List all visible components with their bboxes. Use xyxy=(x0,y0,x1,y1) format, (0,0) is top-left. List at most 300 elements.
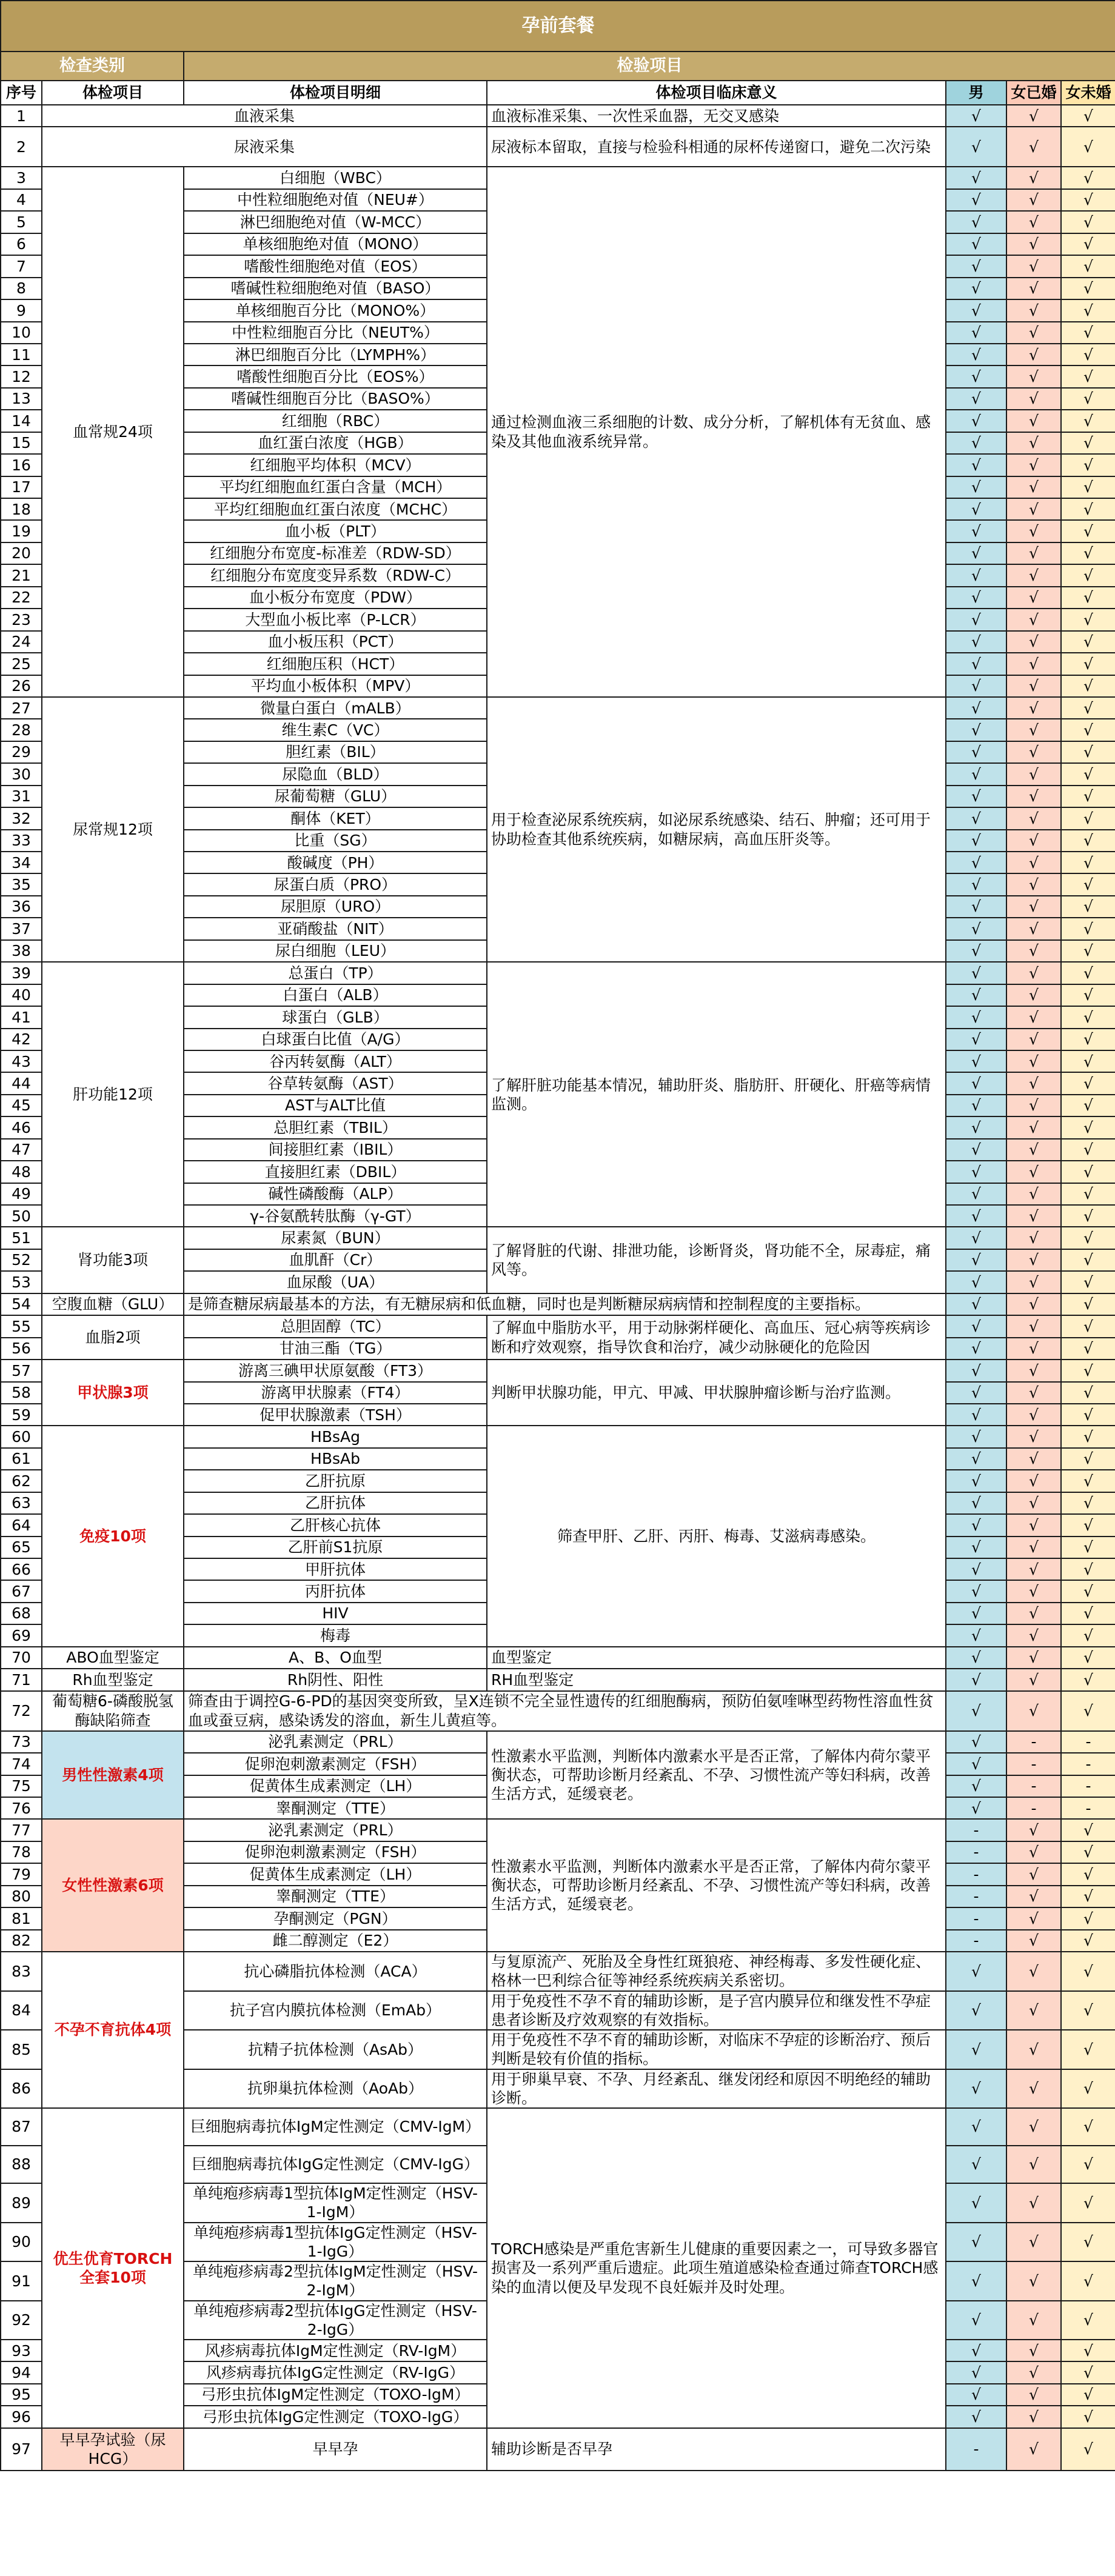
male-mark: √ xyxy=(946,476,1006,498)
female-unmarried-mark: √ xyxy=(1061,873,1115,895)
female-married-mark: √ xyxy=(1006,786,1061,807)
female-unmarried-mark: √ xyxy=(1061,1426,1115,1447)
male-mark: √ xyxy=(946,631,1006,653)
female-married-mark: √ xyxy=(1006,211,1061,233)
male-mark: √ xyxy=(946,1161,1006,1183)
female-married-mark: √ xyxy=(1006,255,1061,277)
item-detail: 中性粒细胞百分比（NEUT%） xyxy=(184,322,487,344)
row-number: 37 xyxy=(1,918,42,939)
row-number: 11 xyxy=(1,344,42,365)
row-number: 27 xyxy=(1,697,42,719)
female-unmarried-mark: √ xyxy=(1061,1249,1115,1271)
row-number: 42 xyxy=(1,1029,42,1050)
row-number: 2 xyxy=(1,127,42,167)
male-mark: √ xyxy=(946,1426,1006,1447)
female-married-mark: √ xyxy=(1006,1205,1061,1227)
item-detail: 血小板（PLT） xyxy=(184,520,487,542)
item-detail: 促卵泡刺激素测定（FSH） xyxy=(184,1753,487,1775)
female-married-mark: √ xyxy=(1006,1647,1061,1669)
female-unmarried-mark: √ xyxy=(1061,1603,1115,1624)
female-unmarried-mark: √ xyxy=(1061,1558,1115,1580)
female-married-mark: √ xyxy=(1006,1863,1061,1885)
row-number: 13 xyxy=(1,388,42,410)
row-number: 81 xyxy=(1,1907,42,1929)
female-married-mark: √ xyxy=(1006,1249,1061,1271)
col-header-item: 体检项目 xyxy=(42,81,184,105)
item-detail: 单纯疱疹病毒2型抗体IgG定性测定（HSV-2-IgG） xyxy=(184,2301,487,2340)
female-unmarried-mark: √ xyxy=(1061,2384,1115,2406)
category-name: 肾功能3项 xyxy=(42,1227,184,1293)
female-married-mark: √ xyxy=(1006,1952,1061,1991)
item-detail: 球蛋白（GLB） xyxy=(184,1006,487,1028)
item-detail: 甲肝抗体 xyxy=(184,1558,487,1580)
table-row xyxy=(1,167,1115,189)
row-number: 22 xyxy=(1,587,42,609)
male-mark: √ xyxy=(946,388,1006,410)
item-detail: 酮体（KET） xyxy=(184,807,487,829)
female-unmarried-mark: √ xyxy=(1061,1886,1115,1907)
item-detail: 淋巴细胞百分比（LYMPH%） xyxy=(184,344,487,365)
female-married-mark: √ xyxy=(1006,2146,1061,2183)
female-unmarried-mark: √ xyxy=(1061,167,1115,189)
male-mark: √ xyxy=(946,984,1006,1006)
clinical-meaning: 血液标准采集、一次性采血器，无交叉感染 xyxy=(487,105,946,127)
row-number: 78 xyxy=(1,1841,42,1863)
table-row xyxy=(1,127,1115,167)
male-mark: √ xyxy=(946,697,1006,719)
item-detail: 风疹病毒抗体IgM定性测定（RV-IgM） xyxy=(184,2340,487,2361)
female-unmarried-mark: √ xyxy=(1061,2261,1115,2301)
female-married-mark: √ xyxy=(1006,1161,1061,1183)
female-unmarried-mark: √ xyxy=(1061,2428,1115,2471)
category-name: 血常规24项 xyxy=(42,167,184,697)
row-number: 53 xyxy=(1,1271,42,1293)
item-detail: 单纯疱疹病毒2型抗体IgM定性测定（HSV-2-IgM） xyxy=(184,2261,487,2301)
row-number: 96 xyxy=(1,2406,42,2428)
female-married-mark: √ xyxy=(1006,2406,1061,2428)
row-number: 41 xyxy=(1,1006,42,1028)
row-number: 97 xyxy=(1,2428,42,2471)
female-married-mark: √ xyxy=(1006,830,1061,852)
female-unmarried-mark: √ xyxy=(1061,299,1115,321)
male-mark: √ xyxy=(946,2069,1006,2109)
male-mark: √ xyxy=(946,1797,1006,1819)
row-number: 35 xyxy=(1,873,42,895)
male-mark: √ xyxy=(946,233,1006,255)
male-mark: √ xyxy=(946,1580,1006,1602)
female-unmarried-mark: √ xyxy=(1061,786,1115,807)
female-unmarried-mark: √ xyxy=(1061,520,1115,542)
female-married-mark: √ xyxy=(1006,1603,1061,1624)
item-detail: 碱性磷酸酶（ALP） xyxy=(184,1183,487,1205)
item-detail: 比重（SG） xyxy=(184,830,487,852)
item-detail: 中性粒细胞绝对值（NEU#） xyxy=(184,189,487,211)
item-detail: 尿隐血（BLD） xyxy=(184,763,487,785)
male-mark: √ xyxy=(946,1537,1006,1558)
row-number: 71 xyxy=(1,1669,42,1690)
clinical-meaning: 用于检查泌尿系统疾病，如泌尿系统感染、结石、肿瘤；还可用于协助检查其他系统疾病，如糖尿病，高血压肝炎等。 xyxy=(487,697,946,962)
item-detail: HBsAb xyxy=(184,1448,487,1470)
male-mark: √ xyxy=(946,278,1006,299)
female-married-mark: √ xyxy=(1006,1991,1061,2030)
row-number: 86 xyxy=(1,2069,42,2109)
male-mark: √ xyxy=(946,2301,1006,2340)
item-detail: 血小板分布宽度（PDW） xyxy=(184,587,487,609)
male-mark: √ xyxy=(946,873,1006,895)
female-married-mark: √ xyxy=(1006,2183,1061,2223)
item-detail: 嗜酸性细胞绝对值（EOS） xyxy=(184,255,487,277)
female-unmarried-mark: √ xyxy=(1061,587,1115,609)
female-married-mark: √ xyxy=(1006,564,1061,586)
female-married-mark: √ xyxy=(1006,940,1061,962)
male-mark: √ xyxy=(946,1603,1006,1624)
female-unmarried-mark: √ xyxy=(1061,2030,1115,2069)
item-detail: 尿素氮（BUN） xyxy=(184,1227,487,1249)
female-married-mark: √ xyxy=(1006,1492,1061,1514)
female-unmarried-mark: - xyxy=(1061,1731,1115,1753)
male-mark: √ xyxy=(946,763,1006,785)
item-detail: 亚硝酸盐（NIT） xyxy=(184,918,487,939)
item-detail: 乙肝核心抗体 xyxy=(184,1514,487,1536)
female-married-mark: √ xyxy=(1006,2301,1061,2340)
female-married-mark: √ xyxy=(1006,127,1061,167)
male-mark: √ xyxy=(946,2223,1006,2262)
category-name: 肝功能12项 xyxy=(42,962,184,1227)
female-unmarried-mark: √ xyxy=(1061,1271,1115,1293)
male-mark: √ xyxy=(946,1271,1006,1293)
row-number: 46 xyxy=(1,1116,42,1138)
item-detail: 睾酮测定（TTE） xyxy=(184,1797,487,1819)
item-detail: 促卵泡刺激素测定（FSH） xyxy=(184,1841,487,1863)
male-mark: √ xyxy=(946,454,1006,476)
row-number: 89 xyxy=(1,2183,42,2223)
female-married-mark: √ xyxy=(1006,520,1061,542)
female-unmarried-mark: √ xyxy=(1061,2223,1115,2262)
item-detail: 血红蛋白浓度（HGB） xyxy=(184,432,487,454)
row-number: 8 xyxy=(1,278,42,299)
item-detail: 总蛋白（TP） xyxy=(184,962,487,984)
female-married-mark: √ xyxy=(1006,1382,1061,1404)
male-mark: √ xyxy=(946,2406,1006,2428)
item-detail: 单核细胞绝对值（MONO） xyxy=(184,233,487,255)
table-row xyxy=(1,1293,1115,1315)
item-detail: 丙肝抗体 xyxy=(184,1580,487,1602)
item-detail: 促甲状腺激素（TSH） xyxy=(184,1404,487,1426)
item-detail: 嗜碱性粒细胞绝对值（BASO） xyxy=(184,278,487,299)
male-mark: √ xyxy=(946,1338,1006,1360)
row-number: 69 xyxy=(1,1624,42,1646)
item-detail: Rh阴性、阳性 xyxy=(184,1669,487,1690)
male-mark: - xyxy=(946,1886,1006,1907)
female-unmarried-mark: √ xyxy=(1061,830,1115,852)
item-detail: 嗜碱性细胞百分比（BASO%） xyxy=(184,388,487,410)
female-unmarried-mark: √ xyxy=(1061,1293,1115,1315)
female-unmarried-mark: √ xyxy=(1061,127,1115,167)
male-mark: √ xyxy=(946,1669,1006,1690)
female-unmarried-mark: √ xyxy=(1061,454,1115,476)
item-detail: 雌二醇测定（E2） xyxy=(184,1930,487,1952)
item-detail: HIV xyxy=(184,1603,487,1624)
female-married-mark: √ xyxy=(1006,1514,1061,1536)
female-unmarried-mark: √ xyxy=(1061,1029,1115,1050)
male-mark: √ xyxy=(946,1952,1006,1991)
female-unmarried-mark: √ xyxy=(1061,2301,1115,2340)
male-mark: √ xyxy=(946,1050,1006,1072)
row-number: 61 xyxy=(1,1448,42,1470)
item-detail: 弓形虫抗体IgM定性测定（TOXO-IgM） xyxy=(184,2384,487,2406)
female-unmarried-mark: √ xyxy=(1061,807,1115,829)
row-number: 45 xyxy=(1,1095,42,1116)
clinical-meaning: 用于卵巢早衰、不孕、月经紊乱、继发闭经和原因不明绝经的辅助诊断。 xyxy=(487,2069,946,2109)
female-unmarried-mark: √ xyxy=(1061,1315,1115,1337)
col-header-detail: 体检项目明细 xyxy=(184,81,487,105)
female-unmarried-mark: √ xyxy=(1061,322,1115,344)
row-number: 10 xyxy=(1,322,42,344)
clinical-meaning: TORCH感染是严重危害新生儿健康的重要因素之一，可导致多器官损害及一系列严重后遗症。此项生殖道感染检查通过筛查TORCH感染的血清以便及早发现不良妊娠并及时处理。 xyxy=(487,2108,946,2428)
item-detail: 梅毒 xyxy=(184,1624,487,1646)
clinical-meaning: 了解血中脂肪水平，用于动脉粥样硬化、高血压、冠心病等疾病诊断和疗效观察，指导饮食和治疗，减少动脉硬化的危险因 xyxy=(487,1315,946,1360)
item-detail: 尿蛋白质（PRO） xyxy=(184,873,487,895)
female-married-mark: √ xyxy=(1006,365,1061,387)
clinical-meaning: RH血型鉴定 xyxy=(487,1669,946,1690)
clinical-meaning: 与复原流产、死胎及全身性红斑狼疮、神经梅毒、多发性硬化症、格林一巴利综合征等神经系统疾病关系密切。 xyxy=(487,1952,946,1991)
clinical-meaning: 血型鉴定 xyxy=(487,1647,946,1669)
item-detail: 尿白细胞（LEU） xyxy=(184,940,487,962)
item-detail: 甘油三酯（TG） xyxy=(184,1338,487,1360)
female-married-mark: √ xyxy=(1006,2261,1061,2301)
row-number: 25 xyxy=(1,653,42,675)
female-unmarried-mark: √ xyxy=(1061,1227,1115,1249)
item-detail: 大型血小板比率（P-LCR） xyxy=(184,609,487,630)
male-mark: √ xyxy=(946,1492,1006,1514)
male-mark: √ xyxy=(946,1514,1006,1536)
female-unmarried-mark: √ xyxy=(1061,1991,1115,2030)
table-row xyxy=(1,105,1115,127)
item-detail: 游离甲状腺素（FT4） xyxy=(184,1382,487,1404)
row-number: 64 xyxy=(1,1514,42,1536)
clinical-meaning: 判断甲状腺功能，甲亢、甲减、甲状腺肿瘤诊断与治疗监测。 xyxy=(487,1360,946,1426)
row-number: 95 xyxy=(1,2384,42,2406)
item-detail: 红细胞（RBC） xyxy=(184,410,487,432)
female-unmarried-mark: √ xyxy=(1061,940,1115,962)
female-unmarried-mark: √ xyxy=(1061,1907,1115,1929)
male-mark: √ xyxy=(946,1470,1006,1492)
female-married-mark: √ xyxy=(1006,1227,1061,1249)
table-row xyxy=(1,1315,1115,1337)
subheader-category: 检查类别 xyxy=(1,52,184,81)
item-detail: AST与ALT比值 xyxy=(184,1095,487,1116)
female-married-mark: √ xyxy=(1006,741,1061,763)
female-married-mark: √ xyxy=(1006,763,1061,785)
table-row xyxy=(1,1647,1115,1669)
female-married-mark: √ xyxy=(1006,410,1061,432)
female-unmarried-mark: √ xyxy=(1061,984,1115,1006)
item-detail: 白球蛋白比值（A/G） xyxy=(184,1029,487,1050)
female-married-mark: √ xyxy=(1006,852,1061,873)
row-number: 20 xyxy=(1,542,42,564)
female-unmarried-mark: √ xyxy=(1061,1863,1115,1885)
male-mark: √ xyxy=(946,609,1006,630)
female-unmarried-mark: √ xyxy=(1061,1338,1115,1360)
row-number: 56 xyxy=(1,1338,42,1360)
category-name: 早早孕试验（尿HCG） xyxy=(42,2428,184,2471)
female-married-mark: √ xyxy=(1006,1050,1061,1072)
male-mark: √ xyxy=(946,1647,1006,1669)
female-married-mark: √ xyxy=(1006,1558,1061,1580)
female-married-mark: √ xyxy=(1006,984,1061,1006)
female-unmarried-mark: √ xyxy=(1061,631,1115,653)
category-name: ABO血型鉴定 xyxy=(42,1647,184,1669)
item-detail: 单纯疱疹病毒1型抗体IgG定性测定（HSV-1-IgG） xyxy=(184,2223,487,2262)
male-mark: √ xyxy=(946,587,1006,609)
male-mark: √ xyxy=(946,940,1006,962)
male-mark: √ xyxy=(946,1139,1006,1161)
female-married-mark: √ xyxy=(1006,631,1061,653)
female-unmarried-mark: √ xyxy=(1061,564,1115,586)
item-detail: 巨细胞病毒抗体IgG定性测定（CMV-IgG） xyxy=(184,2146,487,2183)
item-detail: 游离三碘甲状原氨酸（FT3） xyxy=(184,1360,487,1381)
male-mark: √ xyxy=(946,719,1006,741)
category-name: 葡萄糖6-磷酸脱氢酶缺陷筛查 xyxy=(42,1691,184,1731)
row-number: 62 xyxy=(1,1470,42,1492)
item-detail: 直接胆红素（DBIL） xyxy=(184,1161,487,1183)
item-detail: 平均红细胞血红蛋白含量（MCH） xyxy=(184,476,487,498)
female-married-mark: √ xyxy=(1006,1886,1061,1907)
col-header-male: 男 xyxy=(946,81,1006,105)
female-unmarried-mark: √ xyxy=(1061,1537,1115,1558)
female-unmarried-mark: √ xyxy=(1061,2183,1115,2223)
male-mark: √ xyxy=(946,786,1006,807)
female-married-mark: √ xyxy=(1006,587,1061,609)
male-mark: √ xyxy=(946,432,1006,454)
category-name: 优生优育TORCH全套10项 xyxy=(42,2108,184,2428)
female-unmarried-mark: √ xyxy=(1061,1647,1115,1669)
row-number: 77 xyxy=(1,1819,42,1841)
row-number: 9 xyxy=(1,299,42,321)
category-name: 空腹血糖（GLU） xyxy=(42,1293,184,1315)
male-mark: √ xyxy=(946,344,1006,365)
table-row xyxy=(1,1731,1115,1753)
row-number: 79 xyxy=(1,1863,42,1885)
female-unmarried-mark: √ xyxy=(1061,2146,1115,2183)
row-number: 21 xyxy=(1,564,42,586)
female-unmarried-mark: √ xyxy=(1061,1161,1115,1183)
female-unmarried-mark: √ xyxy=(1061,1139,1115,1161)
female-married-mark: √ xyxy=(1006,675,1061,697)
row-number: 82 xyxy=(1,1930,42,1952)
female-married-mark: √ xyxy=(1006,1669,1061,1690)
subheader-items: 检验项目 xyxy=(184,52,1115,81)
row-number: 47 xyxy=(1,1139,42,1161)
female-unmarried-mark: √ xyxy=(1061,1669,1115,1690)
row-number: 14 xyxy=(1,410,42,432)
male-mark: √ xyxy=(946,852,1006,873)
row-number: 55 xyxy=(1,1315,42,1337)
female-unmarried-mark: √ xyxy=(1061,1952,1115,1991)
male-mark: √ xyxy=(946,1095,1006,1116)
clinical-meaning: 尿液标本留取，直接与检验科相通的尿杯传递窗口，避免二次污染 xyxy=(487,127,946,167)
row-number: 54 xyxy=(1,1293,42,1315)
male-mark: √ xyxy=(946,2183,1006,2223)
male-mark: √ xyxy=(946,741,1006,763)
female-married-mark: √ xyxy=(1006,1448,1061,1470)
female-married-mark: √ xyxy=(1006,1271,1061,1293)
female-married-mark: √ xyxy=(1006,2384,1061,2406)
table-row xyxy=(1,1227,1115,1249)
female-married-mark: √ xyxy=(1006,1116,1061,1138)
female-married-mark: √ xyxy=(1006,2361,1061,2383)
item-detail: 嗜酸性细胞百分比（EOS%） xyxy=(184,365,487,387)
female-unmarried-mark: √ xyxy=(1061,189,1115,211)
row-number: 44 xyxy=(1,1072,42,1094)
female-unmarried-mark: √ xyxy=(1061,1514,1115,1536)
female-unmarried-mark: √ xyxy=(1061,1580,1115,1602)
category-name: 免疫10项 xyxy=(42,1426,184,1646)
male-mark: - xyxy=(946,1819,1006,1841)
male-mark: √ xyxy=(946,2030,1006,2069)
item-detail: 血肌酐（Cr） xyxy=(184,1249,487,1271)
male-mark: √ xyxy=(946,520,1006,542)
male-mark: - xyxy=(946,1863,1006,1885)
female-married-mark: √ xyxy=(1006,189,1061,211)
female-married-mark: - xyxy=(1006,1753,1061,1775)
female-unmarried-mark: - xyxy=(1061,1797,1115,1819)
female-married-mark: √ xyxy=(1006,1426,1061,1447)
female-unmarried-mark: √ xyxy=(1061,763,1115,785)
row-number: 34 xyxy=(1,852,42,873)
col-header-no: 序号 xyxy=(1,81,42,105)
row-number: 15 xyxy=(1,432,42,454)
female-married-mark: √ xyxy=(1006,1095,1061,1116)
item-detail: 白蛋白（ALB） xyxy=(184,984,487,1006)
row-number: 94 xyxy=(1,2361,42,2383)
female-unmarried-mark: √ xyxy=(1061,278,1115,299)
category-name: 血脂2项 xyxy=(42,1315,184,1360)
item-detail: 间接胆红素（IBIL） xyxy=(184,1139,487,1161)
male-mark: √ xyxy=(946,1448,1006,1470)
male-mark: √ xyxy=(946,2261,1006,2301)
female-unmarried-mark: √ xyxy=(1061,365,1115,387)
item-detail: 维生素C（VC） xyxy=(184,719,487,741)
male-mark: √ xyxy=(946,322,1006,344)
row-number: 65 xyxy=(1,1537,42,1558)
female-unmarried-mark: √ xyxy=(1061,432,1115,454)
row-number: 30 xyxy=(1,763,42,785)
item-detail: 血尿酸（UA） xyxy=(184,1271,487,1293)
female-unmarried-mark: √ xyxy=(1061,1183,1115,1205)
female-unmarried-mark: √ xyxy=(1061,2361,1115,2383)
row-number: 48 xyxy=(1,1161,42,1183)
item-detail: 尿葡萄糖（GLU） xyxy=(184,786,487,807)
item-detail: 孕酮测定（PGN） xyxy=(184,1907,487,1929)
female-married-mark: √ xyxy=(1006,388,1061,410)
clinical-meaning: 筛查由于调控G-6-PD的基因突变所致，呈X连锁不完全显性遗传的红细胞酶病，预防伯氨喹啉型药物性溶血性贫血或蚕豆病，感染诱发的溶血，新生儿黄疸等。 xyxy=(184,1691,946,1731)
item-detail: A、B、O血型 xyxy=(184,1647,487,1669)
female-unmarried-mark: √ xyxy=(1061,344,1115,365)
female-unmarried-mark: √ xyxy=(1061,1006,1115,1028)
female-married-mark: √ xyxy=(1006,1072,1061,1094)
female-married-mark: √ xyxy=(1006,1338,1061,1360)
female-married-mark: √ xyxy=(1006,653,1061,675)
male-mark: √ xyxy=(946,167,1006,189)
female-married-mark: √ xyxy=(1006,2108,1061,2146)
female-unmarried-mark: √ xyxy=(1061,1930,1115,1952)
clinical-meaning: 了解肾脏的代谢、排泄功能，诊断肾炎，肾功能不全，尿毒症，痛风等。 xyxy=(487,1227,946,1293)
item-detail: 泌乳素测定（PRL） xyxy=(184,1731,487,1753)
female-married-mark: √ xyxy=(1006,1841,1061,1863)
item-detail: 谷草转氨酶（AST） xyxy=(184,1072,487,1094)
row-number: 85 xyxy=(1,2030,42,2069)
